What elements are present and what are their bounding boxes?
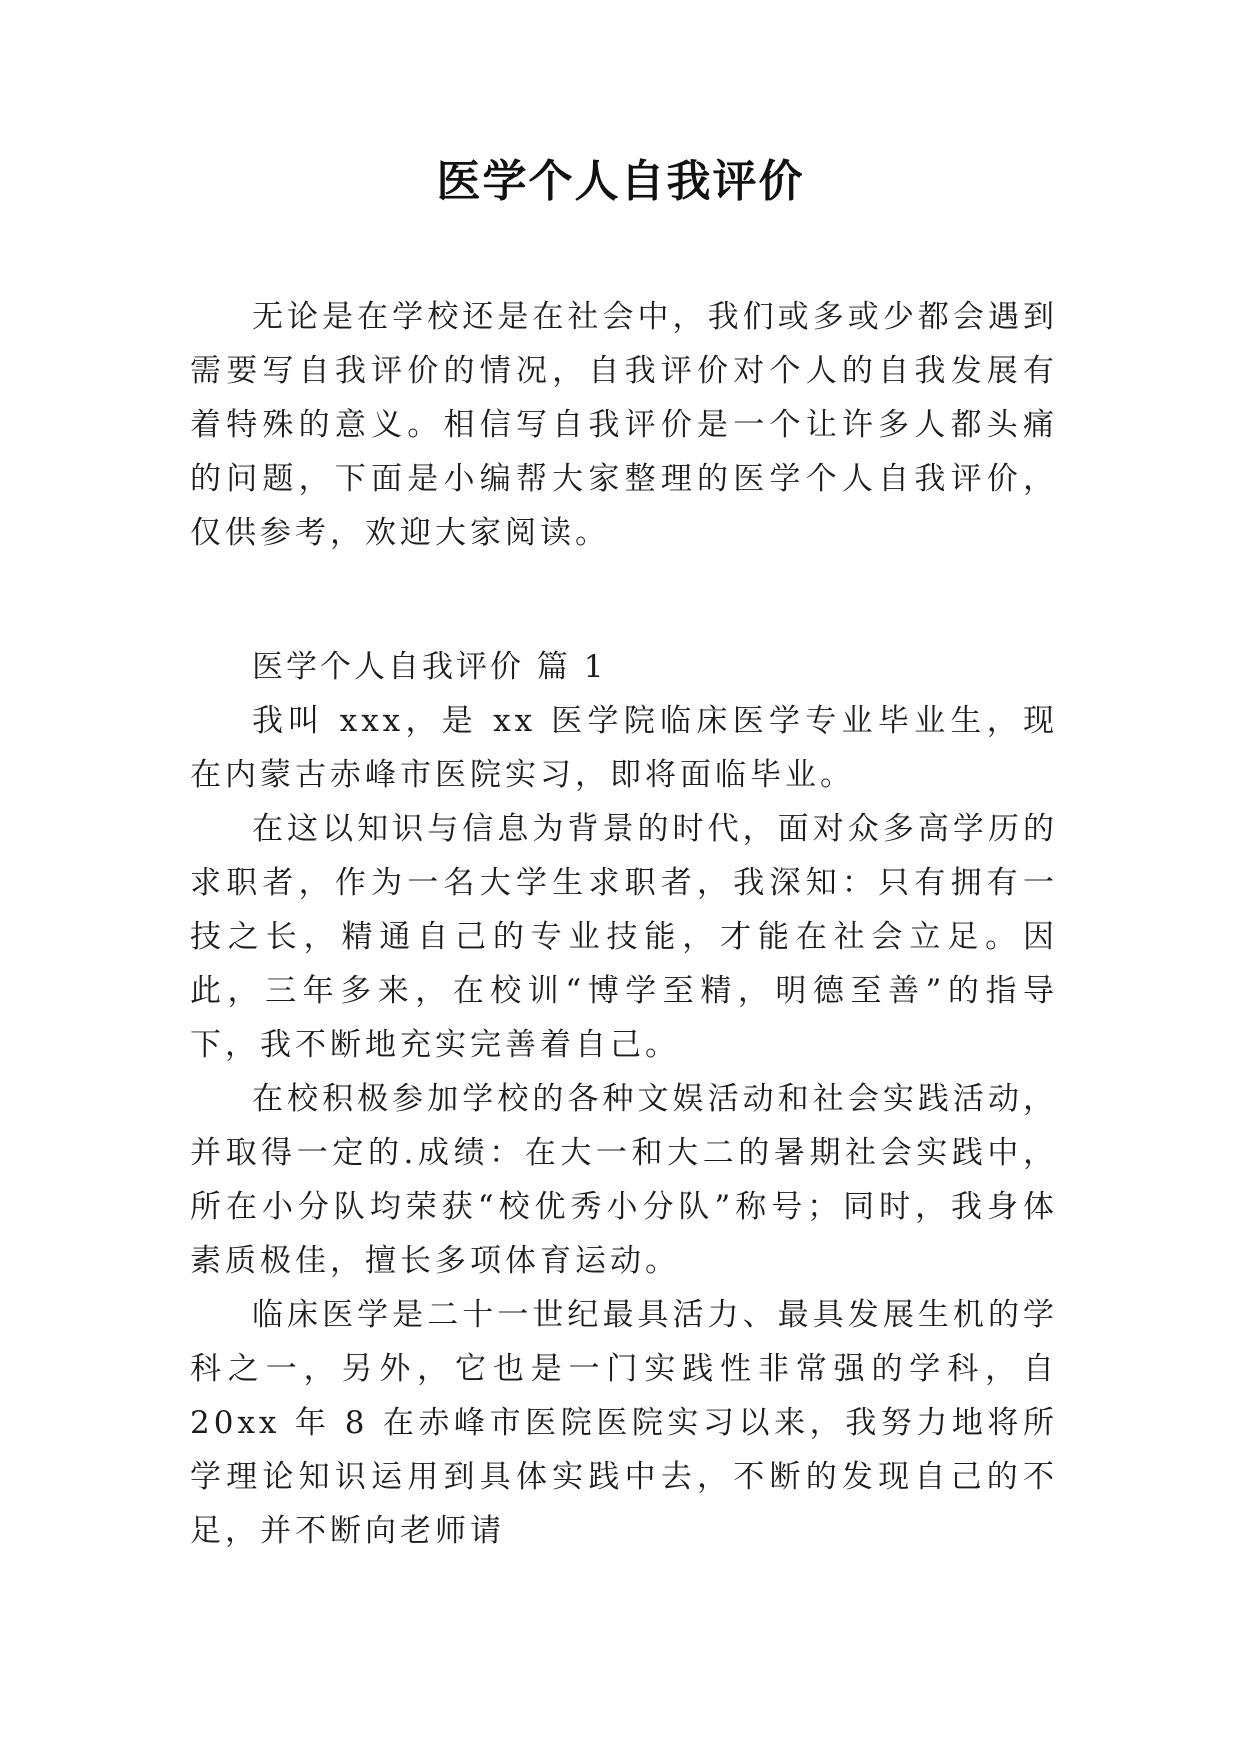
body-paragraph-3: 在校积极参加学校的各种文娱活动和社会实践活动，并取得一定的.成绩：在大一和大二的暑期社会实践中，所在小分队均荣获“校优秀小分队”称号；同时，我身体素质极佳，擅长多项体育运动。 bbox=[190, 1081, 1058, 1279]
document-title: 医学个人自我评价 bbox=[436, 156, 805, 207]
intro-paragraph: 无论是在学校还是在社会中，我们或多或少都会遇到需要写自我评价的情况，自我评价对个人的自我发展有着特殊的意义。相信写自我评价是一个让许多人都头痛的问题，下面是小编帮大家整理的医学个人自我评价，仅供参考，欢迎大家阅读。 bbox=[190, 299, 1058, 551]
body-paragraph-2: 在这以知识与信息为背景的时代，面对众多高学历的求职者，作为一名大学生求职者，我深知：只有拥有一技之长，精通自己的专业技能，才能在社会立足。因此，三年多来，在校训“博学至精，明德至善”的指导下，我不断地充实完善着自己。 bbox=[190, 811, 1058, 1063]
section-block bbox=[190, 640, 1058, 1558]
section-heading: 医学个人自我评价 篇 1 bbox=[252, 649, 607, 685]
intro-block bbox=[190, 290, 1058, 560]
body-paragraph-4: 临床医学是二十一世纪最具活力、最具发展生机的学科之一，另外，它也是一门实践性非常强的学科，自 20xx 年 8 在赤峰市医院医院实习以来，我努力地将所学理论知识运用到具体实践中去，不断的发现自己的不足，并不断向老师请 bbox=[190, 1297, 1058, 1549]
body-paragraph-1: 我叫 xxx，是 xx 医学院临床医学专业毕业生，现在内蒙古赤峰市医院实习，即将面临毕业。 bbox=[190, 703, 1058, 793]
